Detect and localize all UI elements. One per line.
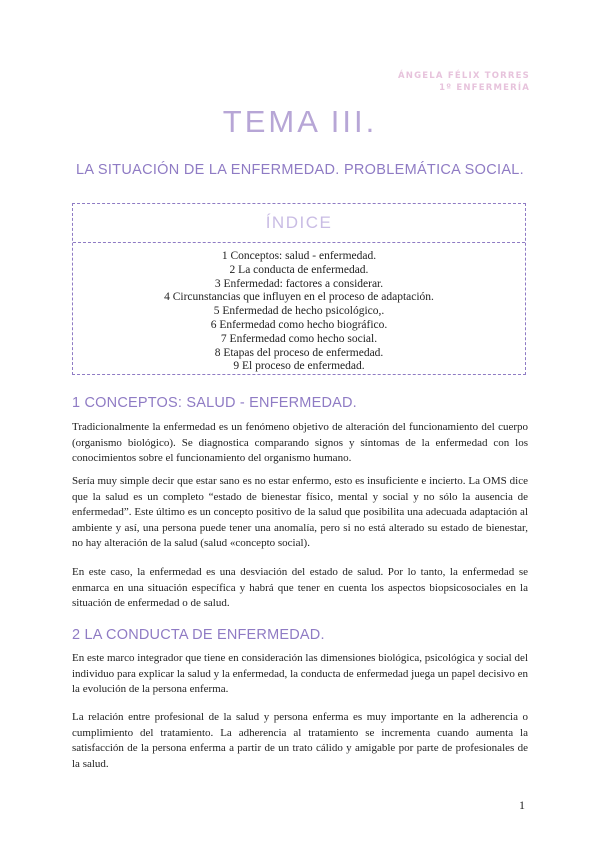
index-item: 1 Conceptos: salud - enfermedad. bbox=[221, 250, 377, 262]
author-course: 1º ENFERMERÍA bbox=[439, 83, 530, 93]
index-item: 5 Enfermedad de hecho psicológico,. bbox=[213, 305, 385, 318]
page-number: 1 bbox=[519, 798, 525, 812]
index-list bbox=[73, 243, 525, 374]
index-item: 7 Enfermedad como hecho social. bbox=[220, 332, 378, 345]
page-title: TEMA III. bbox=[222, 104, 378, 139]
author-name: ÁNGELA FÉLIX TORRES bbox=[398, 71, 530, 81]
paragraph: En este caso, la enfermedad es una desviación del estado de salud. Por lo tanto, la enfermedad se enmarca en una situación específica y habrá que tener en cuenta los aspectos biopsicosociales en la situación de enfermedad o de salud. bbox=[72, 566, 528, 610]
index-item: 3 Enfermedad: factores a considerar. bbox=[214, 277, 384, 290]
index-item: 2 La conducta de enfermedad. bbox=[229, 263, 369, 276]
section-heading-conceptos: 1 CONCEPTOS: SALUD - ENFERMEDAD. bbox=[72, 395, 357, 411]
index-item: 4 Circunstancias que influyen en el proceso de adaptación. bbox=[164, 291, 434, 304]
author-header bbox=[398, 70, 530, 94]
index-item: 8 Etapas del proceso de enfermedad. bbox=[214, 346, 384, 359]
paragraph: Tradicionalmente la enfermedad es un fenómeno objetivo de alteración del funcionamiento del cuerpo (organismo biológico). Se diagnostica comparando signos y síntomas de la enfermedad con los conocimientos sobre el funcionamiento del organismo humano. bbox=[72, 421, 528, 465]
index-title: ÍNDICE bbox=[73, 204, 525, 243]
paragraph: Sería muy simple decir que estar sano es no estar enfermo, esto es insuficiente e incierto. La OMS dice que la salud es un completo “estado de bienestar físico, mental y social y no sólo la ausencia de enfermedad”. Este último es un concepto positivo de la salud que posibilita una adecuada adaptación al ambiente y así, una persona puede tener una anomalía, pero si no está alterado su estado de bienestar, no hay alteración de la salud (salud «concepto social). bbox=[72, 475, 528, 550]
page-subtitle: LA SITUACIÓN DE LA ENFERMEDAD. PROBLEMÁTICA SOCIAL. bbox=[76, 162, 524, 178]
paragraph: La relación entre profesional de la salud y persona enferma es muy importante en la adherencia o cumplimiento del tratamiento. La adherencia al tratamiento se incrementa cuando aumenta la satisfacción de la persona enferma a partir de un trato cálido y amigable por parte de profesionales de la salud. bbox=[72, 711, 528, 770]
index-box bbox=[72, 203, 526, 375]
paragraph: En este marco integrador que tiene en consideración las dimensiones biológica, psicológica y social del individuo para explicar la salud y la enfermedad, la conducta de enfermedad juega un papel decisivo en la evolución de la persona enferma. bbox=[72, 652, 528, 696]
section-heading-conducta: 2 LA CONDUCTA DE ENFERMEDAD. bbox=[72, 627, 325, 643]
index-item: 9 El proceso de enfermedad. bbox=[233, 360, 365, 373]
index-item: 6 Enfermedad como hecho biográfico. bbox=[210, 318, 388, 331]
